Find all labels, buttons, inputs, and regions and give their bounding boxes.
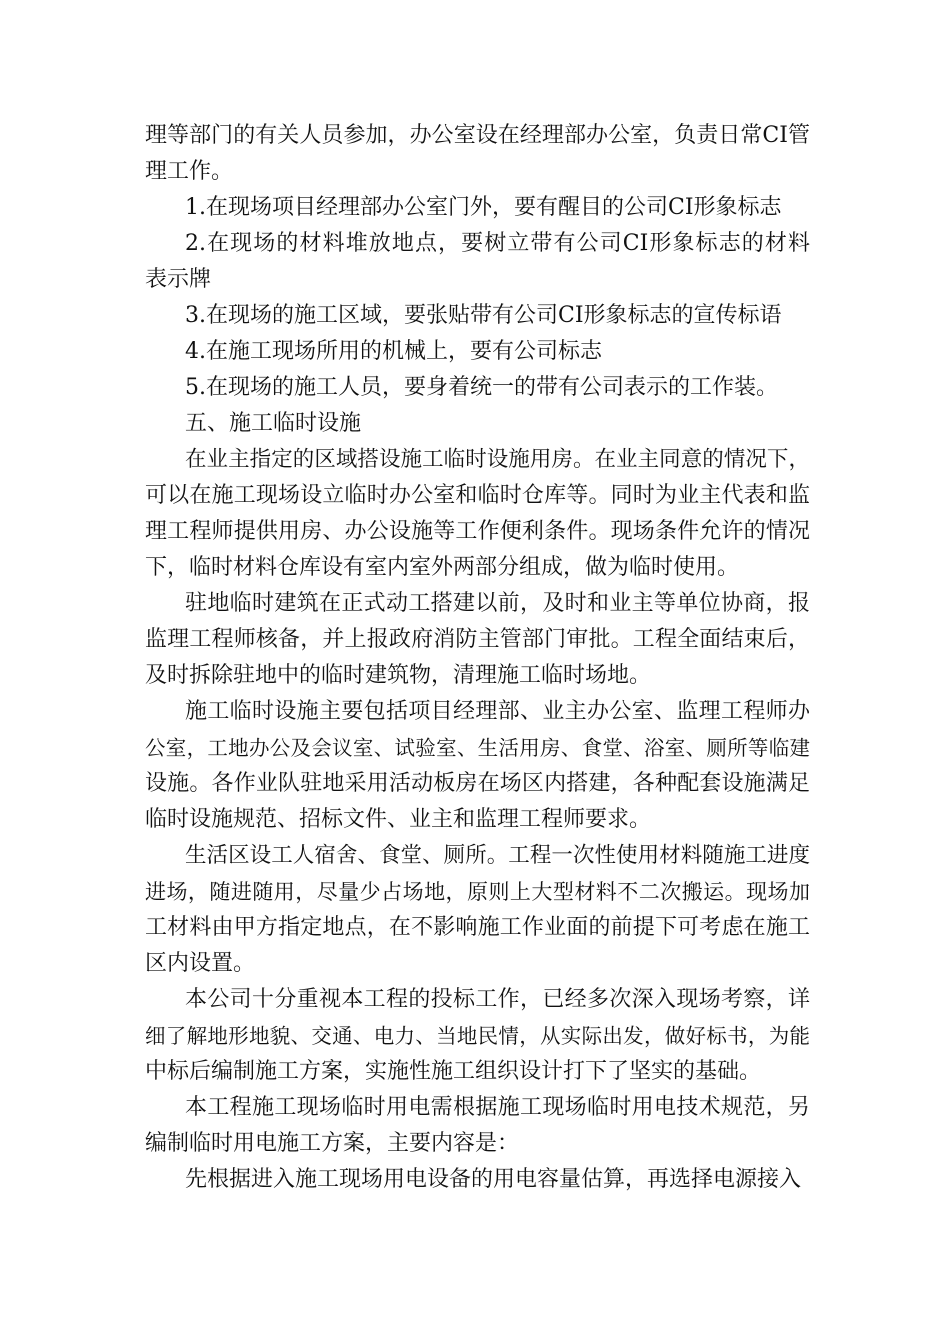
text-line: 本工程施工现场临时用电需根据施工现场临时用电技术规范，另: [185, 1095, 810, 1120]
text-line: 设施。各作业队驻地采用活动板房在场区内搭建，各种配套设施满足: [145, 771, 810, 796]
text-line: 3.在现场的施工区域，要张贴带有公司CI形象标志的宣传标语: [185, 303, 782, 328]
text-line: 临时设施规范、招标文件、业主和监理工程师要求。: [145, 807, 652, 832]
text-line: 可以在施工现场设立临时办公室和临时仓库等。同时为业主代表和监: [145, 483, 810, 508]
text-line: 先根据进入施工现场用电设备的用电容量估算，再选择电源接入: [185, 1167, 802, 1192]
text-line: 细了解地形地貌、交通、电力、当地民情，从实际出发，做好标书，为能: [145, 1024, 810, 1048]
paragraph: [145, 118, 810, 190]
text-line: 五、施工临时设施: [185, 411, 362, 436]
paragraph: [145, 586, 810, 694]
text-line: 在业主指定的区域搭设施工临时设施用房。在业主同意的情况下，: [185, 447, 810, 472]
paragraph: [145, 226, 810, 298]
text-line: 中标后编制施工方案，实施性施工组织设计打下了坚实的基础。: [145, 1059, 762, 1084]
paragraph: [145, 838, 810, 982]
paragraph: [145, 1090, 810, 1162]
paragraph: [145, 694, 810, 838]
text-line: 工材料由甲方指定地点，在不影响施工作业面的前提下可考虑在施工: [145, 915, 810, 940]
text-line: 公室，工地办公及会议室、试验室、生活用房、食堂、浴室、厕所等临建: [145, 736, 810, 760]
paragraph: [145, 442, 810, 586]
text-line: 生活区设工人宿舍、食堂、厕所。工程一次性使用材料随施工进度: [185, 843, 810, 868]
text-line: 理等部门的有关人员参加，办公室设在经理部办公室，负责日常CI管: [145, 123, 810, 148]
text-line: 理工程师提供用房、办公设施等工作便利条件。现场条件允许的情况: [145, 519, 810, 544]
text-line: 区内设置。: [145, 951, 256, 976]
text-line: 监理工程师核备，并上报政府消防主管部门审批。工程全面结束后，: [145, 627, 810, 652]
text-line: 编制临时用电施工方案，主要内容是：: [145, 1131, 520, 1156]
text-line: 本公司十分重视本工程的投标工作，已经多次深入现场考察，详: [185, 987, 810, 1012]
text-line: 表示牌: [145, 267, 212, 292]
paragraph: [145, 406, 810, 442]
text-line: 及时拆除驻地中的临时建筑物，清理施工临时场地。: [145, 663, 652, 688]
text-line: 5.在现场的施工人员，要身着统一的带有公司表示的工作装。: [185, 375, 778, 400]
text-line: 驻地临时建筑在正式动工搭建以前，及时和业主等单位协商，报: [185, 591, 810, 616]
text-line: 1.在现场项目经理部办公室门外，要有醒目的公司CI形象标志: [185, 195, 782, 220]
text-line: 理工作。: [145, 159, 234, 184]
paragraph: [145, 298, 810, 334]
paragraph: [145, 370, 810, 406]
text-line: 2.在现场的材料堆放地点，要树立带有公司CI形象标志的材料: [185, 231, 810, 256]
text-line: 4.在施工现场所用的机械上，要有公司标志: [185, 339, 602, 364]
text-line: 下，临时材料仓库设有室内室外两部分组成，做为临时使用。: [145, 555, 740, 580]
paragraph: [145, 982, 810, 1090]
paragraph: [145, 1162, 810, 1198]
document-body: [145, 118, 810, 1198]
paragraph: [145, 190, 810, 226]
paragraph: [145, 334, 810, 370]
text-line: 施工临时设施主要包括项目经理部、业主办公室、监理工程师办: [185, 699, 810, 724]
text-line: 进场，随进随用，尽量少占场地，原则上大型材料不二次搬运。现场加: [145, 880, 810, 904]
